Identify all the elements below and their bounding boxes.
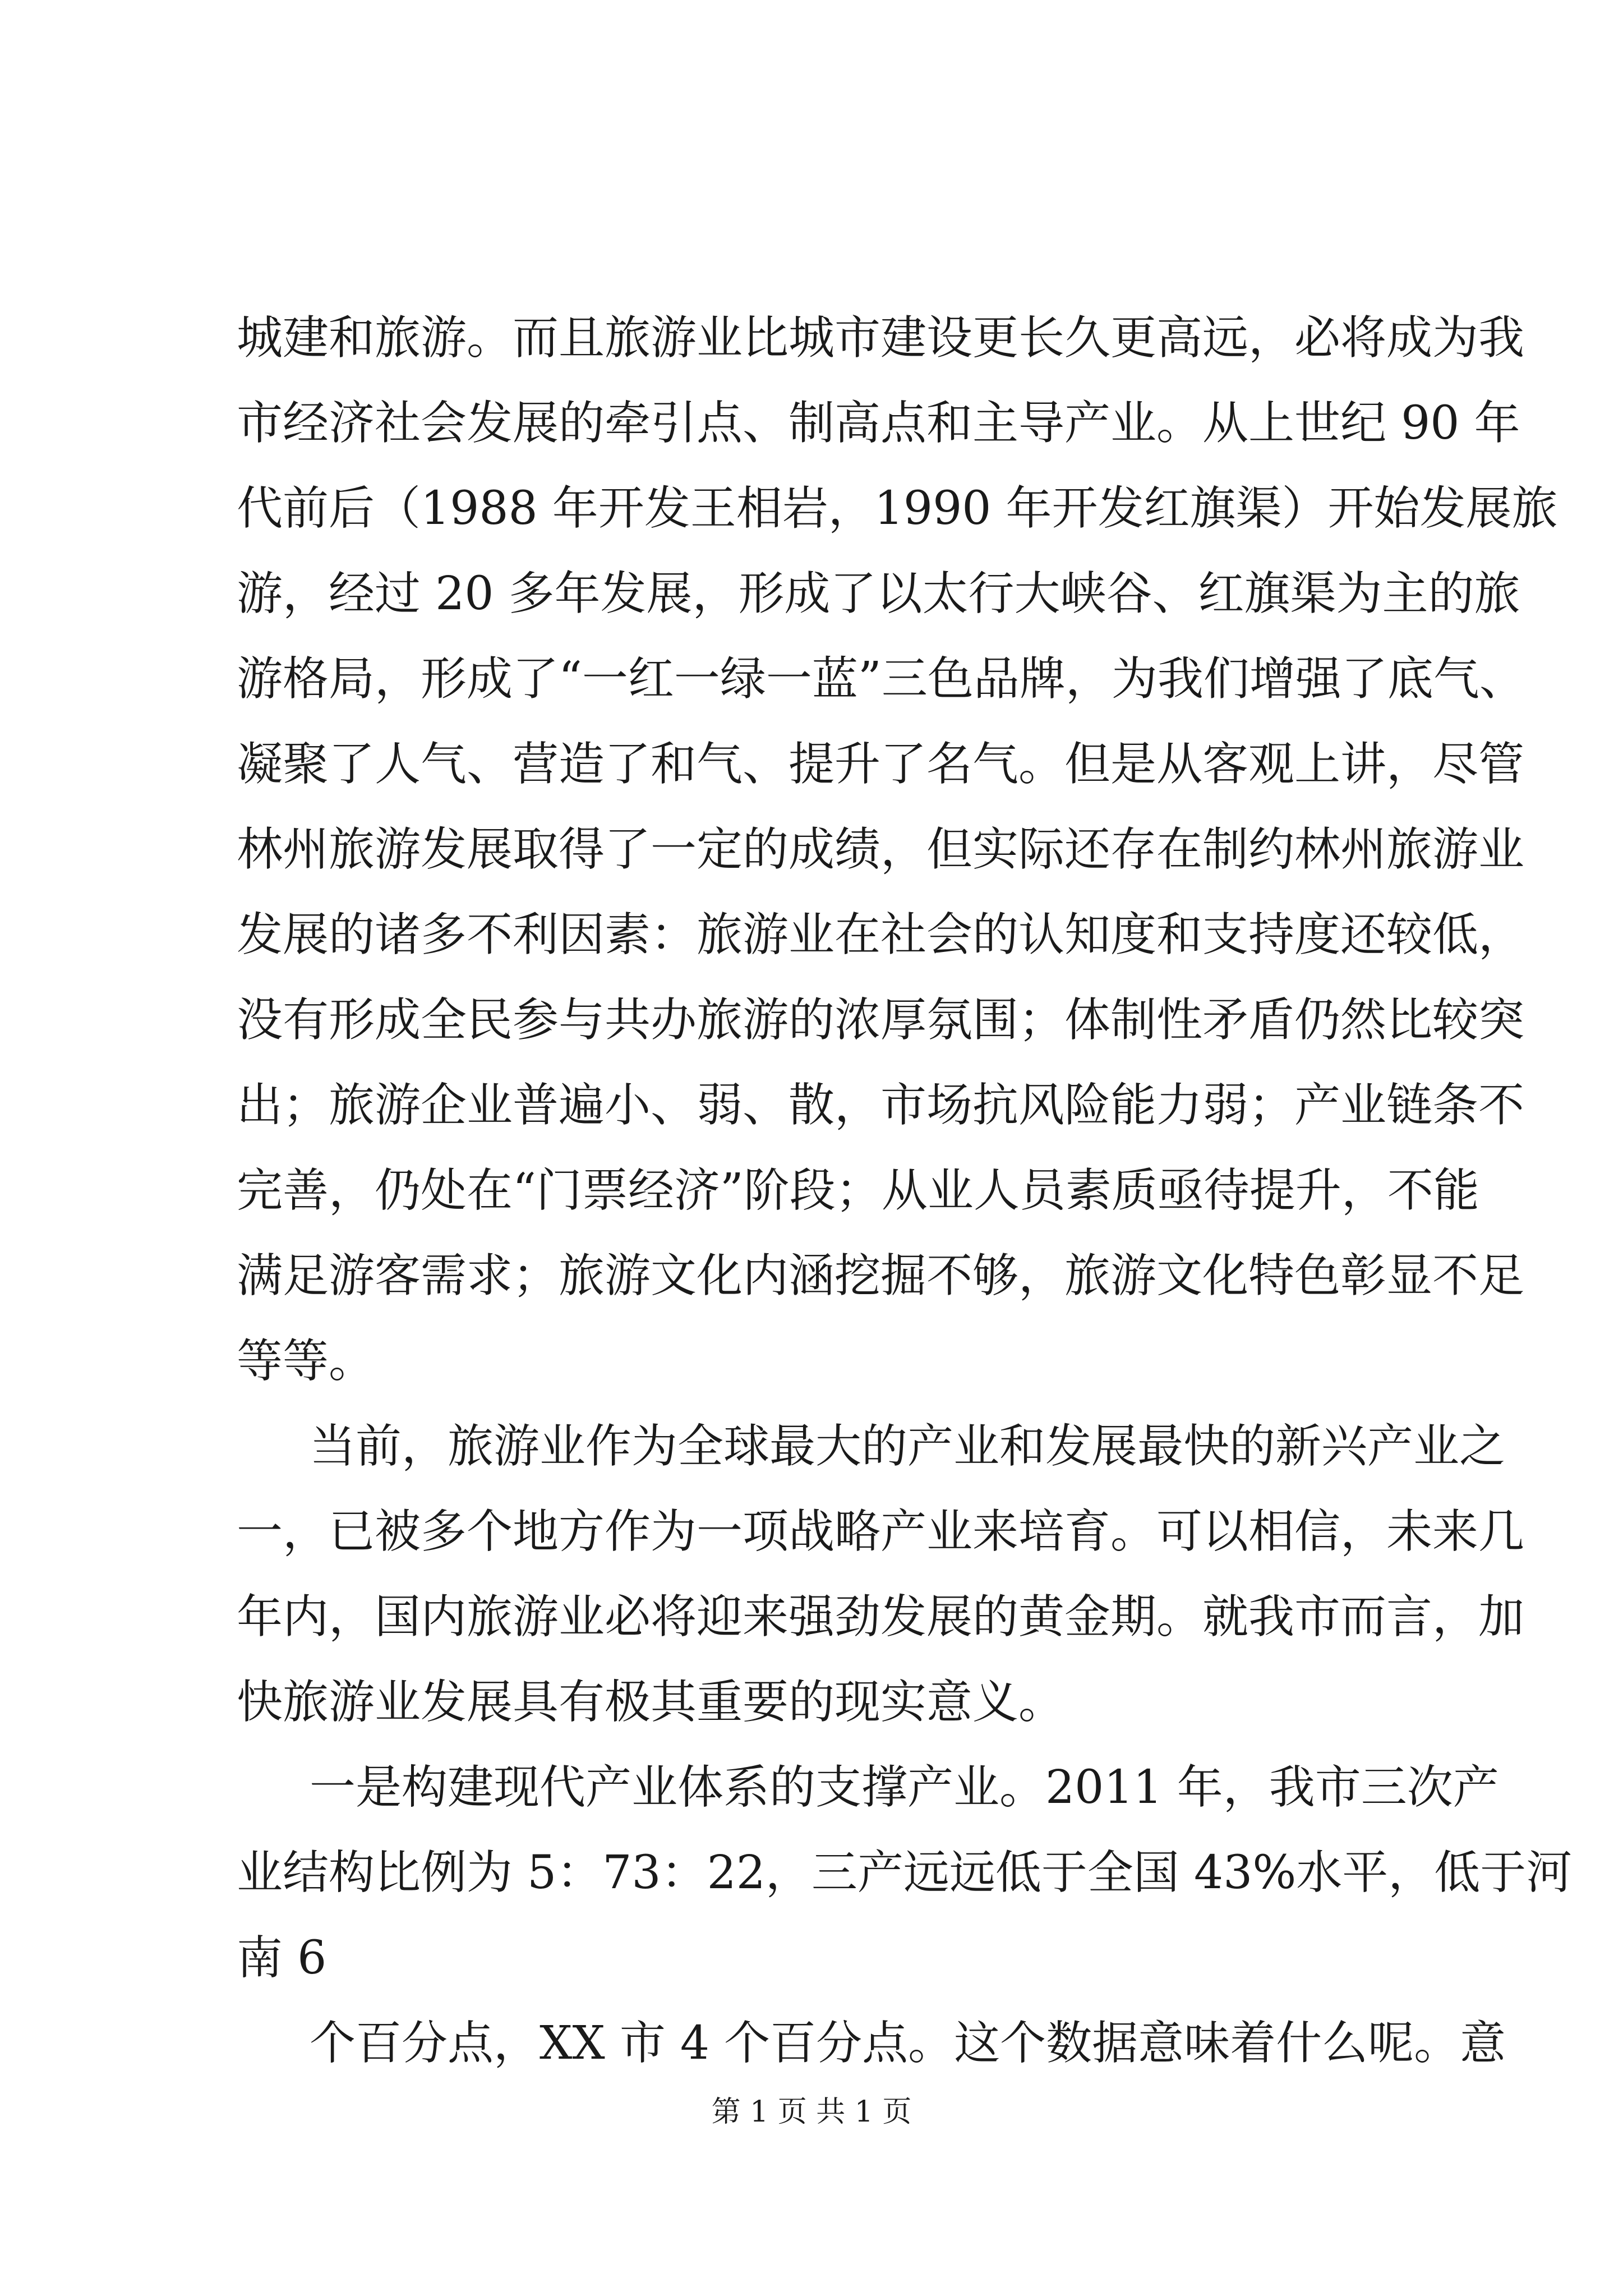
text-line-18: 一是构建现代产业体系的支撑产业。2011 年，我市三次产 <box>310 1761 1499 1814</box>
text-line-11: 完善，仍处在“门票经济”阶段；从业人员素质亟待提升，不能 <box>237 1164 1479 1217</box>
text-line-20: 南 6 <box>237 1931 327 1985</box>
text-line-17: 快旅游业发展具有极其重要的现实意义。 <box>237 1676 1065 1729</box>
text-line-15: 一，已被多个地方作为一项战略产业来培育。可以相信，未来几 <box>237 1505 1525 1558</box>
text-line-1: 城建和旅游。而且旅游业比城市建设更长久更高远，必将成为我 <box>237 311 1525 365</box>
text-line-5: 游格局，形成了“一红一绿一蓝”三色品牌，为我们增强了底气、 <box>237 652 1525 706</box>
text-line-13: 等等。 <box>237 1335 375 1388</box>
text-line-7: 林州旅游发展取得了一定的成绩，但实际还存在制约林州旅游业 <box>237 823 1525 876</box>
text-line-4: 游，经过 20 多年发展，形成了以太行大峡谷、红旗渠为主的旅 <box>237 567 1520 620</box>
page-footer: 第 1 页 共 1 页 <box>711 2095 912 2129</box>
text-line-6: 凝聚了人气、营造了和气、提升了名气。但是从客观上讲，尽管 <box>237 738 1525 791</box>
text-line-3: 代前后（1988 年开发王相岩，1990 年开发红旗渠）开始发展旅 <box>237 482 1558 535</box>
text-line-14: 当前，旅游业作为全球最大的产业和发展最快的新兴产业之 <box>310 1420 1506 1473</box>
text-line-10: 出；旅游企业普遍小、弱、散，市场抗风险能力弱；产业链条不 <box>237 1079 1525 1132</box>
text-line-19: 业结构比例为 5：73：22，三产远远低于全国 43%水平，低于河 <box>237 1846 1573 1899</box>
text-line-21: 个百分点，XX 市 4 个百分点。这个数据意味着什么呢。意 <box>310 2017 1506 2070</box>
text-line-9: 没有形成全民参与共办旅游的浓厚氛围；体制性矛盾仍然比较突 <box>237 993 1525 1047</box>
text-line-8: 发展的诸多不利因素：旅游业在社会的认知度和支持度还较低， <box>237 908 1525 961</box>
text-line-2: 市经济社会发展的牵引点、制高点和主导产业。从上世纪 90 年 <box>237 397 1520 450</box>
text-line-16: 年内，国内旅游业必将迎来强劲发展的黄金期。就我市而言，加 <box>237 1590 1525 1644</box>
text-line-12: 满足游客需求；旅游文化内涵挖掘不够，旅游文化特色彰显不足 <box>237 1249 1525 1303</box>
